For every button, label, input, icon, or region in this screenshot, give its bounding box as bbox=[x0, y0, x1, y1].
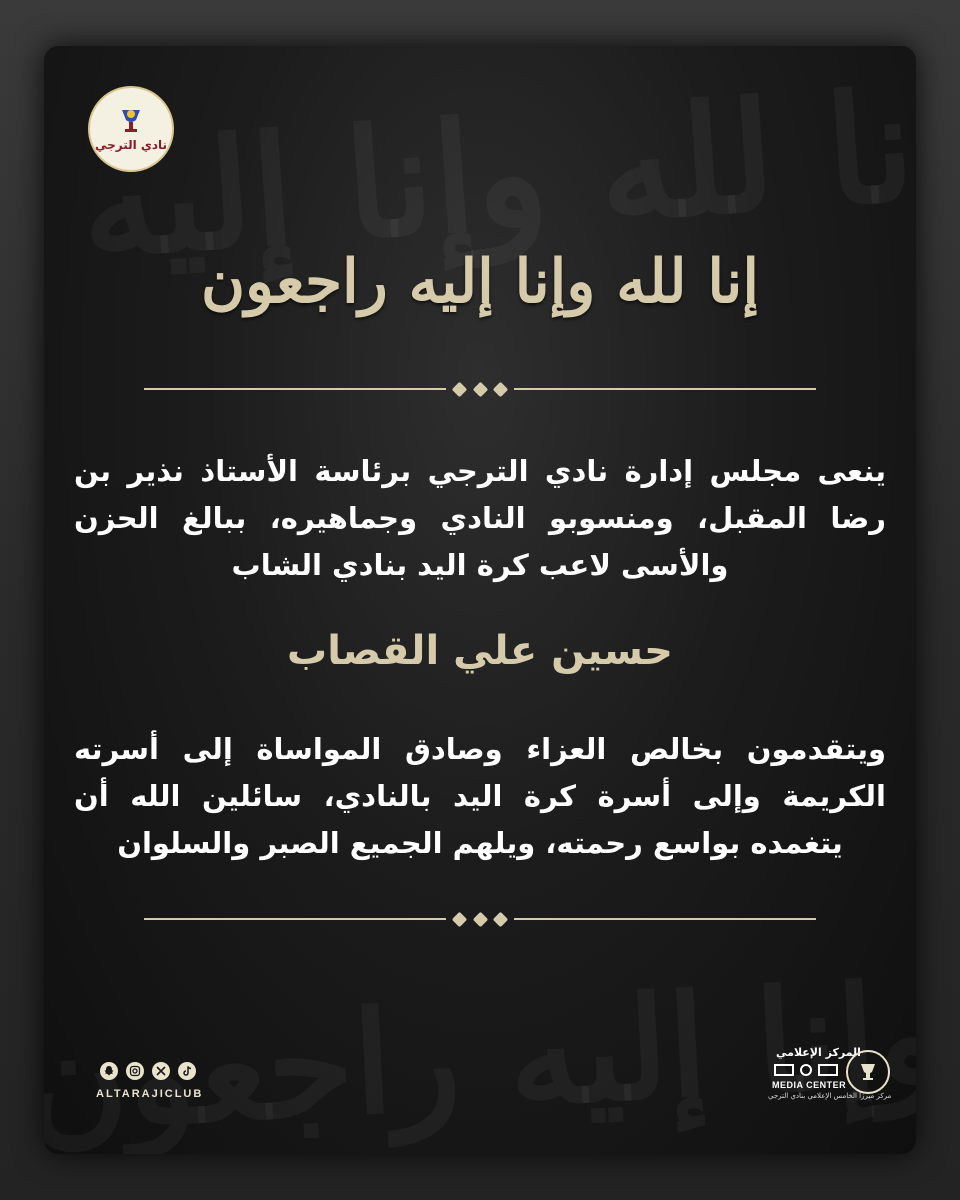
ornamental-divider-top bbox=[144, 382, 816, 396]
condolence-paragraph: ويتقدمون بخالص العزاء وصادق المواساة إلى أسرته الكريمة وإلى أسرة كرة اليد بالنادي، سائلين الله أن يتغمده بواسع رحمته، ويلهم الجميع الصبر والسلوان bbox=[74, 732, 886, 860]
logo-text: نادي الترجي bbox=[94, 138, 168, 152]
media-center-logo bbox=[762, 1046, 902, 1106]
x-icon[interactable] bbox=[152, 1062, 170, 1080]
tiktok-icon[interactable] bbox=[178, 1062, 196, 1080]
instagram-icon[interactable] bbox=[126, 1062, 144, 1080]
media-center-arabic-title: المركز الإعلامي bbox=[776, 1046, 861, 1059]
media-center-mark-icon bbox=[774, 1062, 838, 1078]
club-badge-icon bbox=[846, 1050, 890, 1094]
media-center-subtitle: مركز ميرزا الخامس الإعلامي بنادي الترجي bbox=[768, 1092, 892, 1100]
club-logo bbox=[88, 86, 174, 172]
page-title: إنا لله وإنا إليه راجعون bbox=[200, 247, 760, 317]
social-links bbox=[100, 1062, 196, 1080]
media-center-english-title: MEDIA CENTER bbox=[772, 1080, 847, 1090]
snapchat-icon[interactable] bbox=[100, 1062, 118, 1080]
ornamental-divider-bottom bbox=[144, 912, 816, 926]
social-handle[interactable]: ALTARAJICLUB bbox=[96, 1088, 204, 1100]
announcement-paragraph: ينعى مجلس إدارة نادي الترجي برئاسة الأستاذ نذير بن رضا المقبل، ومنسوبو النادي وجماهيره، ببالغ الحزن والأسى لاعب كرة اليد بنادي الشاب bbox=[74, 454, 886, 582]
trophy-icon bbox=[116, 106, 146, 136]
deceased-name: حسين علي القصاب bbox=[287, 628, 673, 674]
condolence-card bbox=[44, 46, 916, 1154]
